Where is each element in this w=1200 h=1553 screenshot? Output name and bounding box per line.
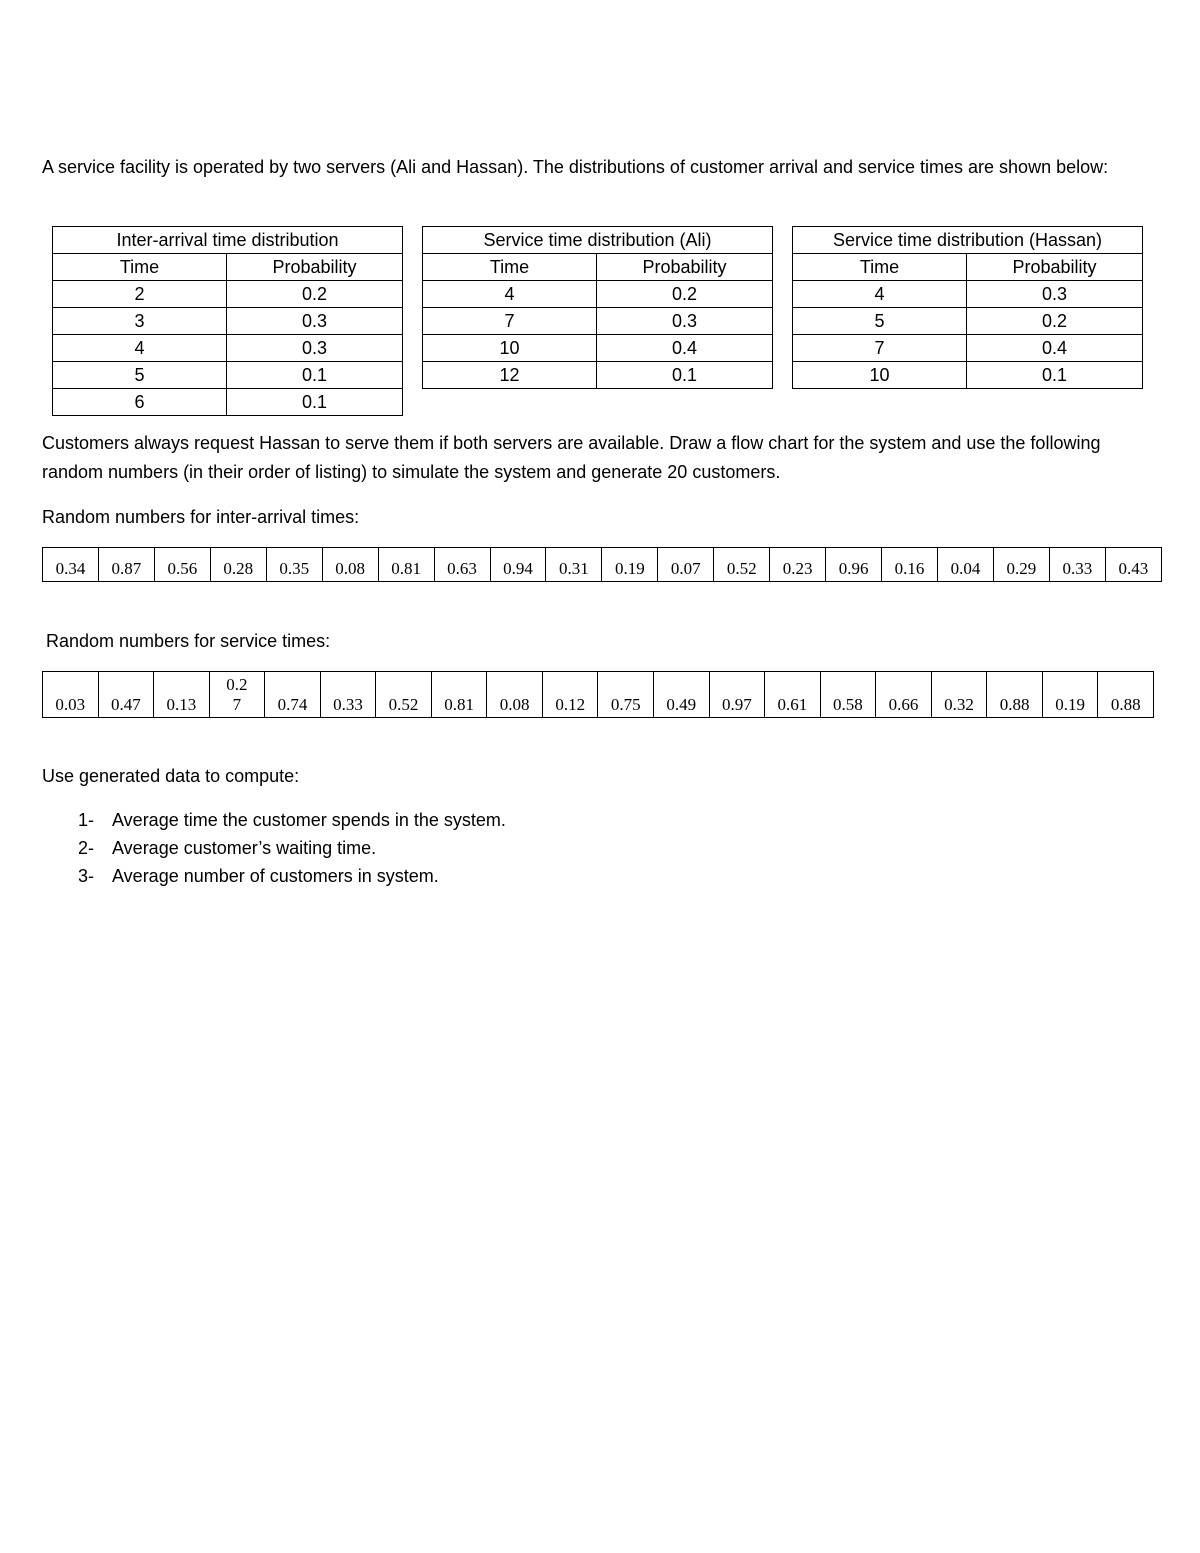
random-number-cell: 0.35 [266,548,322,582]
table-row [53,281,403,308]
random-number-cell: 0.88 [1098,672,1154,718]
random-number-cell: 0.19 [602,548,658,582]
list-item [42,806,506,834]
random-number-cell: 0.75 [598,672,654,718]
time-cell: 2 [53,281,227,308]
probability-cell: 0.3 [597,308,773,335]
probability-cell: 0.3 [227,308,403,335]
random-number-cell: 0.08 [487,672,543,718]
list-text: Average time the customer spends in the system. [112,810,506,830]
table-row [53,362,403,389]
random-number-cell: 0.07 [658,548,714,582]
random-number-cell: 0.04 [938,548,994,582]
probability-cell: 0.4 [597,335,773,362]
table-row [793,308,1143,335]
compute-label: Use generated data to compute: [42,766,300,786]
random-number-cell: 0.81 [378,548,434,582]
questions-list [42,806,506,890]
table-row [793,335,1143,362]
random-number-cell: 0.61 [765,672,821,718]
random-number-cell: 0.52 [714,548,770,582]
table-row [793,362,1143,389]
random-number-cell: 0.81 [431,672,487,718]
time-cell: 12 [423,362,597,389]
probability-cell: 0.2 [227,281,403,308]
random-number-cell: 0.16 [882,548,938,582]
ali-service-distribution-table [422,226,773,389]
instructions-paragraph: Customers always request Hassan to serve them if both servers are available. Draw a flow chart for the system and use the following random numbers (in their order of listing) to simulate the system and generate 20 customers. [42,433,1101,482]
column-header-probability: Probability [967,254,1143,281]
random-number-cell: 0.12 [542,672,598,718]
random-number-cell: 0.87 [98,548,154,582]
random-number-cell: 0.63 [434,548,490,582]
list-number: 1- [78,810,95,830]
random-number-cell: 0.52 [376,672,432,718]
random-number-cell: 0.74 [265,672,321,718]
probability-cell: 0.1 [597,362,773,389]
random-number-cell: 0.19 [1042,672,1098,718]
table-row [53,308,403,335]
table-row [423,281,773,308]
probability-cell: 0.2 [967,308,1143,335]
column-header-time: Time [793,254,967,281]
time-cell: 4 [793,281,967,308]
interarrival-random-numbers-table [42,547,1162,582]
random-number-cell: 0.94 [490,548,546,582]
list-text: Average number of customers in system. [112,866,439,886]
random-number-cell: 0.34 [43,548,99,582]
time-cell: 10 [423,335,597,362]
column-header-time: Time [53,254,227,281]
random-number-cell: 0.03 [43,672,99,718]
table-title: Service time distribution (Hassan) [793,227,1143,254]
table-row [423,362,773,389]
list-text: Average customer’s waiting time. [112,838,377,858]
table-row [53,335,403,362]
random-number-cell: 0.49 [654,672,710,718]
random-number-cell: 0.56 [154,548,210,582]
time-cell: 4 [53,335,227,362]
random-number-cell: 0.08 [322,548,378,582]
list-item [42,862,506,890]
column-header-probability: Probability [227,254,403,281]
time-cell: 10 [793,362,967,389]
probability-cell: 0.3 [967,281,1143,308]
table-row [423,308,773,335]
time-cell: 5 [793,308,967,335]
random-number-cell: 0.23 [770,548,826,582]
time-cell: 6 [53,389,227,416]
random-number-cell: 0.43 [1105,548,1161,582]
table-row [423,335,773,362]
random-number-cell: 0.58 [820,672,876,718]
column-header-time: Time [423,254,597,281]
probability-cell: 0.3 [227,335,403,362]
hassan-service-distribution-table [792,226,1143,389]
random-number-cell: 0.13 [154,672,210,718]
random-number-cell: 0.66 [876,672,932,718]
table-row [53,389,403,416]
list-number: 3- [78,866,95,886]
interarrival-numbers-label: Random numbers for inter-arrival times: [42,507,360,527]
intro-paragraph: A service facility is operated by two servers (Ali and Hassan). The distributions of customer arrival and service times are shown below: [42,157,1109,177]
probability-cell: 0.1 [227,362,403,389]
list-number: 2- [78,838,95,858]
column-header-probability: Probability [597,254,773,281]
probability-cell: 0.1 [967,362,1143,389]
random-number-cell: 0.2 7 [209,672,265,718]
probability-cell: 0.2 [597,281,773,308]
probability-cell: 0.1 [227,389,403,416]
random-number-cell: 0.33 [1049,548,1105,582]
random-number-cell: 0.47 [98,672,154,718]
random-number-cell: 0.28 [210,548,266,582]
random-number-cell: 0.97 [709,672,765,718]
table-title: Service time distribution (Ali) [423,227,773,254]
random-number-cell: 0.32 [931,672,987,718]
random-number-cell: 0.29 [993,548,1049,582]
random-number-cell: 0.88 [987,672,1043,718]
random-number-cell: 0.33 [320,672,376,718]
random-number-cell: 0.96 [826,548,882,582]
time-cell: 7 [793,335,967,362]
table-title: Inter-arrival time distribution [53,227,403,254]
time-cell: 5 [53,362,227,389]
list-item [42,834,506,862]
probability-cell: 0.4 [967,335,1143,362]
time-cell: 3 [53,308,227,335]
interarrival-distribution-table [52,226,403,416]
random-number-cell: 0.31 [546,548,602,582]
table-row [793,281,1143,308]
time-cell: 7 [423,308,597,335]
service-numbers-label: Random numbers for service times: [46,631,331,651]
time-cell: 4 [423,281,597,308]
service-random-numbers-table [42,671,1154,718]
